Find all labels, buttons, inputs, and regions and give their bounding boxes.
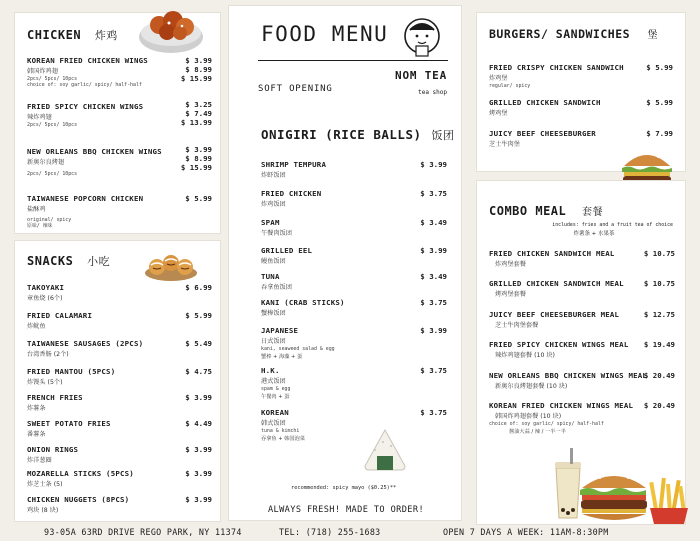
item-price: $ 3.99 bbox=[185, 445, 212, 454]
item-name: FRIED SPICY CHICKEN WINGS MEAL bbox=[489, 340, 629, 349]
item-name: H.K. bbox=[261, 366, 280, 375]
title-divider bbox=[258, 60, 448, 61]
item-zh: 炸鸡饭团 bbox=[261, 201, 286, 208]
item-options: 2pcs/ 5pcs/ 10pcs bbox=[27, 171, 78, 177]
item-zh: 鸡块 (8 块) bbox=[27, 507, 59, 514]
menu-item bbox=[27, 445, 177, 464]
section-title bbox=[27, 253, 110, 269]
item-zh: 午餐肉饭团 bbox=[261, 230, 292, 237]
item-price: $ 19.49 bbox=[643, 340, 675, 349]
item-zh: 芝士牛肉堡套餐 bbox=[495, 322, 539, 329]
item-price: $ 3.99 bbox=[420, 326, 447, 335]
item-options: choice of: soy garlic/ spicy/ half-half bbox=[27, 82, 142, 89]
item-price: $ 15.99 bbox=[180, 74, 212, 84]
item-zh: 日式饭团 bbox=[261, 338, 286, 345]
menu-item bbox=[261, 246, 401, 265]
item-name: KOREAN bbox=[261, 408, 289, 417]
menu-item bbox=[27, 367, 177, 386]
item-name: JAPANESE bbox=[261, 326, 299, 335]
section-title bbox=[489, 26, 658, 41]
menu-item bbox=[27, 283, 177, 302]
item-name: KOREAN FRIED CHICKEN WINGS bbox=[27, 56, 148, 65]
item-name: FRIED CRISPY CHICKEN SANDWICH bbox=[489, 63, 624, 72]
onigiri-title: ONIGIRI (RICE BALLS) bbox=[261, 127, 422, 142]
item-price: $ 10.75 bbox=[643, 279, 675, 288]
item-price: $ 15.99 bbox=[180, 163, 212, 173]
menu-item bbox=[261, 366, 401, 400]
brand-subtitle: tea shop bbox=[418, 89, 447, 96]
menu-item bbox=[27, 469, 177, 488]
item-zh: 章鱼烧 (6个) bbox=[27, 295, 63, 302]
recommend-note: recommended: spicy mayo ($0.25)** bbox=[291, 485, 397, 491]
item-zh: 炸鱿鱼 bbox=[27, 323, 46, 330]
item-price: $ 3.99 bbox=[185, 469, 212, 478]
item-zh: 炸虾饭团 bbox=[261, 172, 286, 179]
item-name: NEW ORLEANS BBQ CHICKEN WINGS bbox=[27, 147, 162, 156]
item-price: $ 3.75 bbox=[420, 408, 447, 417]
item-options: regular/ spicy bbox=[489, 83, 531, 89]
item-name: FRIED CHICKEN bbox=[261, 189, 322, 198]
item-options: kani, seaweed salad & egg bbox=[261, 346, 335, 352]
item-price: $ 3.75 bbox=[420, 298, 447, 307]
item-name: ONION RINGS bbox=[27, 445, 79, 454]
menu-item bbox=[261, 272, 401, 291]
menu-item bbox=[489, 98, 639, 117]
item-price: $ 3.25 bbox=[185, 100, 212, 109]
menu-item bbox=[489, 129, 639, 148]
item-name: MOZARELLA STICKS (5PCS) bbox=[27, 469, 134, 478]
item-zh: 港式饭团 bbox=[261, 378, 286, 385]
menu-item bbox=[27, 102, 187, 128]
menu-item bbox=[261, 298, 401, 317]
mascot-logo bbox=[402, 16, 442, 58]
footer bbox=[0, 524, 700, 541]
menu-item bbox=[261, 326, 401, 360]
item-zh: 新奥尔良烤翅套餐 (10 块) bbox=[495, 383, 568, 390]
menu-item bbox=[27, 339, 177, 358]
item-price: $ 3.99 bbox=[420, 160, 447, 169]
item-name: CHICKEN NUGGETS (8PCS) bbox=[27, 495, 130, 504]
menu-item bbox=[489, 310, 649, 329]
item-options: 原味/ 辣味 bbox=[27, 223, 53, 230]
item-zh: 蟹棒饭团 bbox=[261, 310, 286, 317]
item-options: choice of: soy garlic/ spicy/ half-half bbox=[489, 421, 604, 427]
item-zh: 盐酥鸡 bbox=[27, 206, 46, 213]
footer-phone: TEL: (718) 255-1683 bbox=[279, 527, 381, 537]
snacks-title-zh: 小吃 bbox=[87, 255, 111, 268]
item-zh: 吞拿鱼饭团 bbox=[261, 284, 292, 291]
item-zh: 辣炸鸡翅 bbox=[27, 114, 52, 121]
item-price: $ 13.99 bbox=[180, 118, 212, 128]
item-price: $ 7.99 bbox=[646, 129, 673, 138]
item-price: $ 3.99 bbox=[185, 145, 212, 154]
item-name: GRILLED CHICKEN SANDWICH MEAL bbox=[489, 279, 624, 288]
item-options: original/ spicy bbox=[27, 217, 72, 223]
item-name: SWEET POTATO FRIES bbox=[27, 419, 111, 428]
center-section bbox=[228, 5, 462, 521]
snacks-title: SNACKS bbox=[27, 254, 74, 268]
chicken-title: CHICKEN bbox=[27, 28, 82, 42]
item-prices bbox=[181, 100, 212, 127]
item-name: KANI (CRAB STICKS) bbox=[261, 298, 345, 307]
item-name: FRENCH FRIES bbox=[27, 393, 83, 402]
item-price: $ 4.49 bbox=[185, 419, 212, 428]
item-price: $ 5.99 bbox=[185, 194, 212, 203]
item-zh: 炸鸡堡 bbox=[489, 75, 508, 82]
item-name: TAIWANESE SAUSAGES (2PCS) bbox=[27, 339, 144, 348]
item-price: $ 10.75 bbox=[643, 249, 675, 258]
item-price: $ 3.99 bbox=[185, 393, 212, 402]
menu-item bbox=[27, 194, 187, 230]
footer-address: 93-05A 63RD DRIVE REGO PARK, NY 11374 bbox=[44, 527, 242, 537]
item-name: JUICY BEEF CHEESEBURGER bbox=[489, 129, 596, 138]
item-options-zh: 吞拿鱼 + 韩国泡菜 bbox=[261, 436, 305, 443]
menu-item bbox=[489, 279, 649, 298]
section-title bbox=[489, 203, 603, 218]
item-zh: 番薯条 bbox=[27, 431, 46, 438]
menu-item bbox=[27, 147, 187, 177]
combo-title: COMBO MEAL bbox=[489, 204, 567, 218]
item-name: FRIED CALAMARI bbox=[27, 311, 93, 320]
item-price: $ 5.99 bbox=[646, 63, 673, 72]
item-zh: 烤鸡堡 bbox=[489, 110, 508, 117]
item-price: $ 6.99 bbox=[185, 283, 212, 292]
item-zh: 炸薯条 bbox=[27, 405, 46, 412]
menu-item bbox=[261, 218, 401, 237]
chicken-title-zh: 炸鸡 bbox=[94, 29, 118, 42]
item-name: NEW ORLEANS BBQ CHICKEN WINGS MEAL bbox=[489, 371, 648, 380]
item-zh: 烤鸡堡套餐 bbox=[495, 291, 526, 298]
item-name: FRIED SPICY CHICKEN WINGS bbox=[27, 102, 144, 111]
footer-hours: OPEN 7 DAYS A WEEK: 11AM-8:30PM bbox=[443, 527, 609, 537]
item-price: $ 8.99 bbox=[185, 154, 212, 164]
menu-item bbox=[261, 189, 401, 208]
menu-item bbox=[27, 495, 177, 514]
item-name: SPAM bbox=[261, 218, 280, 227]
item-options-zh: 蟹棒 + 海藻 + 蛋 bbox=[261, 354, 303, 361]
burgers-title: BURGERS/ SANDWICHES bbox=[489, 27, 631, 41]
item-zh: 韩国炸鸡翅套餐 (10 块) bbox=[495, 413, 562, 420]
item-zh: 炸鸡堡套餐 bbox=[495, 261, 526, 268]
fried-chicken-bowl-image bbox=[135, 5, 207, 57]
section-title bbox=[27, 27, 118, 43]
item-name: TAIWANESE POPCORN CHICKEN bbox=[27, 194, 144, 203]
combo-meal-image bbox=[552, 448, 692, 526]
item-price: $ 5.99 bbox=[646, 98, 673, 107]
item-zh: 炸芝士条 (5) bbox=[27, 481, 63, 488]
item-price: $ 4.75 bbox=[185, 367, 212, 376]
item-prices bbox=[185, 194, 212, 203]
snacks-section bbox=[14, 240, 221, 522]
section-title bbox=[261, 127, 455, 143]
item-name: KOREAN FRIED CHICKEN WINGS MEAL bbox=[489, 401, 634, 410]
menu-item bbox=[261, 160, 401, 179]
menu-item bbox=[489, 340, 649, 359]
combo-includes: includes: fries and a fruit tea of choice bbox=[552, 222, 673, 228]
item-options-zh: 午餐肉 + 蛋 bbox=[261, 394, 290, 401]
item-options: tuna & kimchi bbox=[261, 428, 300, 434]
item-options: 2pcs/ 5pcs/ 10pcs bbox=[27, 122, 78, 128]
menu-item bbox=[489, 371, 649, 390]
menu-item bbox=[27, 419, 177, 438]
item-name: FRIED MANTOU (5PCS) bbox=[27, 367, 116, 376]
item-options-zh: 酱油大蒜 / 辣 / 一半一半 bbox=[509, 429, 566, 436]
item-price: $ 12.75 bbox=[643, 310, 675, 319]
menu-item bbox=[489, 401, 649, 435]
item-zh: 新奥尔良烤翅 bbox=[27, 159, 65, 166]
item-name: GRILLED CHICKEN SANDWICH bbox=[489, 98, 601, 107]
menu-title: FOOD MENU bbox=[261, 22, 389, 46]
item-zh: 台湾香肠 (2个) bbox=[27, 351, 69, 358]
item-price: $ 3.75 bbox=[420, 189, 447, 198]
item-options: spam & egg bbox=[261, 386, 291, 392]
item-name: GRILLED EEL bbox=[261, 246, 313, 255]
item-price: $ 8.99 bbox=[185, 65, 212, 75]
item-options: 2pcs/ 5pcs/ 10pcs bbox=[27, 76, 78, 82]
menu-item bbox=[27, 56, 187, 89]
item-price: $ 5.49 bbox=[185, 339, 212, 348]
item-price: $ 20.49 bbox=[643, 371, 675, 380]
brand-name: NOM TEA bbox=[395, 69, 447, 82]
menu-item bbox=[27, 311, 177, 330]
item-price: $ 3.49 bbox=[420, 272, 447, 281]
item-zh: 辣炸鸡翅套餐 (10 块) bbox=[495, 352, 555, 359]
combo-includes-zh: 炸薯条 + 水果茶 bbox=[573, 231, 615, 237]
item-price: $ 3.99 bbox=[185, 56, 212, 65]
takoyaki-image bbox=[143, 247, 199, 283]
item-price: $ 3.99 bbox=[420, 246, 447, 255]
onigiri-title-zh: 饭团 bbox=[431, 129, 455, 142]
item-price: $ 3.49 bbox=[420, 218, 447, 227]
item-name: JUICY BEEF CHEESEBURGER MEAL bbox=[489, 310, 620, 319]
item-zh: 鳗鱼饭团 bbox=[261, 258, 286, 265]
item-price: $ 3.99 bbox=[185, 495, 212, 504]
menu-item bbox=[489, 249, 649, 268]
item-name: TAKOYAKI bbox=[27, 283, 65, 292]
burgers-title-zh: 堡 bbox=[647, 30, 658, 41]
item-prices bbox=[181, 145, 212, 172]
item-price: $ 5.99 bbox=[185, 311, 212, 320]
tagline: ALWAYS FRESH! MADE TO ORDER! bbox=[267, 505, 425, 515]
menu-item bbox=[489, 63, 639, 89]
item-name: SHRIMP TEMPURA bbox=[261, 160, 327, 169]
item-zh: 韩式饭团 bbox=[261, 420, 286, 427]
menu-item bbox=[27, 393, 177, 412]
soft-opening-label: SOFT OPENING bbox=[258, 84, 333, 94]
item-zh: 炸洋葱圈 bbox=[27, 457, 52, 464]
item-zh: 韩国炸鸡翅 bbox=[27, 68, 58, 75]
item-name: FRIED CHICKEN SANDWICH MEAL bbox=[489, 249, 615, 258]
combo-title-zh: 套餐 bbox=[581, 207, 603, 218]
chicken-section bbox=[14, 12, 221, 234]
item-price: $ 3.75 bbox=[420, 366, 447, 375]
item-price: $ 20.49 bbox=[643, 401, 675, 410]
item-price: $ 7.49 bbox=[185, 109, 212, 119]
item-zh: 芝士牛肉堡 bbox=[489, 141, 520, 148]
item-prices bbox=[181, 56, 212, 83]
onigiri-image bbox=[361, 426, 409, 474]
item-zh: 炸馒头 (5个) bbox=[27, 379, 63, 386]
item-name: TUNA bbox=[261, 272, 280, 281]
